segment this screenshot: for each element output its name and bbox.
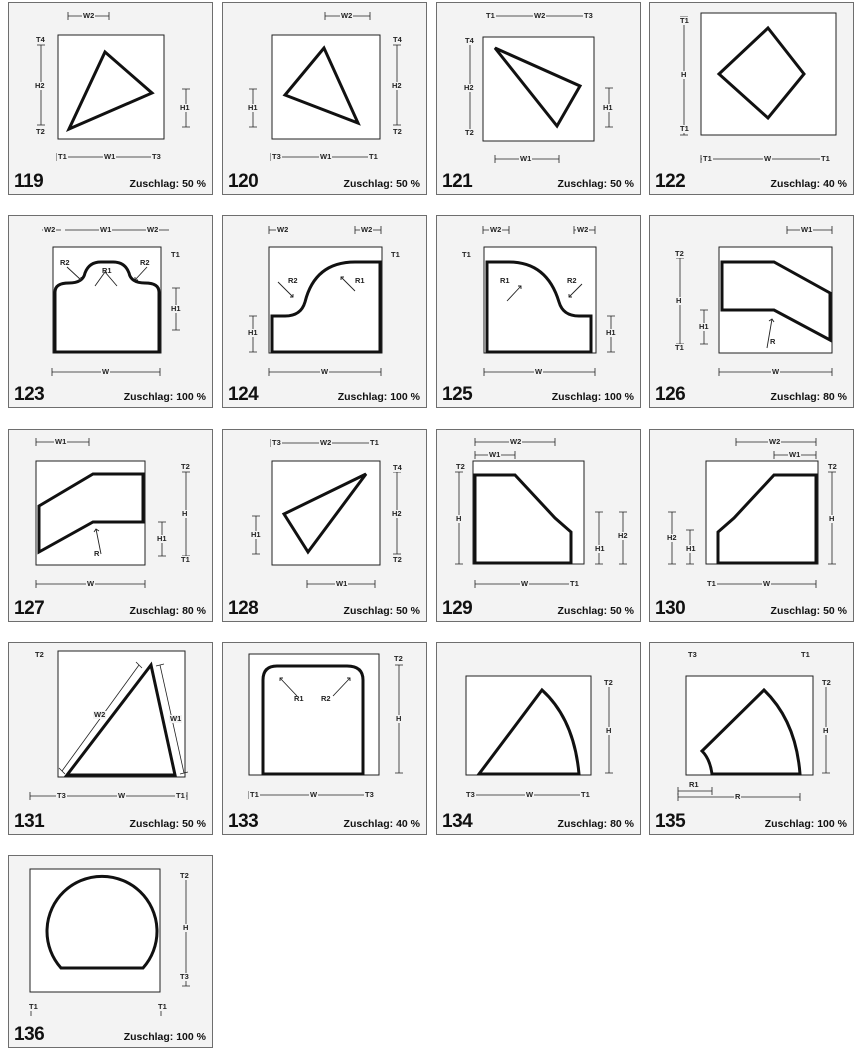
surcharge-text: Zuschlag: 40 %: [770, 178, 847, 190]
dim-label-h: H: [606, 726, 612, 735]
shape-card-134[interactable]: [436, 642, 641, 835]
shape-drawing-121: [437, 3, 642, 196]
shape-card-130[interactable]: [649, 429, 854, 622]
dim-label-h1: H1: [248, 328, 258, 337]
dim-label-t2: T2: [828, 462, 837, 471]
dim-label-t1: T1: [801, 650, 810, 659]
dim-label-t1: T1: [391, 250, 400, 259]
dim-label-w: W: [526, 790, 534, 799]
dim-label-h1: H1: [251, 530, 261, 539]
dim-label-w1: W1: [104, 152, 116, 161]
dim-label-r1: R1: [294, 694, 304, 703]
dim-label-h1: H1: [699, 322, 709, 331]
dim-label-t1: T1: [181, 555, 190, 564]
dim-label-h: H: [456, 514, 462, 523]
surcharge-text: Zuschlag: 100 %: [123, 1031, 206, 1043]
dim-label-h: H: [676, 296, 682, 305]
surcharge-text: Zuschlag: 50 %: [343, 178, 420, 190]
shape-drawing-120: [223, 3, 428, 196]
dim-label-t2: T2: [35, 650, 44, 659]
dim-label-t3: T3: [584, 11, 593, 20]
surcharge-text: Zuschlag: 100 %: [764, 818, 847, 830]
dim-label-h1: H1: [180, 103, 190, 112]
dim-label-w1: W1: [489, 450, 501, 459]
dim-label-w2: W2: [341, 11, 353, 20]
dim-label-t2: T2: [393, 555, 402, 564]
dim-label-t2: T2: [181, 462, 190, 471]
dim-label-h1: H1: [595, 544, 605, 553]
surcharge-text: Zuschlag: 80 %: [129, 605, 206, 617]
shape-number: 123: [14, 384, 45, 405]
dim-label-r: R: [94, 549, 100, 558]
dim-label-h: H: [396, 714, 402, 723]
dim-label-h2: H2: [35, 81, 45, 90]
dim-label-h2: H2: [464, 83, 474, 92]
dim-label-t1: T1: [370, 438, 379, 447]
dim-label-t4: T4: [393, 463, 402, 472]
dim-label-w2-right: W2: [147, 225, 159, 234]
surcharge-text: Zuschlag: 50 %: [343, 605, 420, 617]
dim-label-r2-right: R2: [140, 258, 150, 267]
dim-label-r1: R1: [689, 780, 699, 789]
shape-card-136[interactable]: [8, 855, 213, 1048]
dim-label-w1: W1: [336, 579, 348, 588]
shape-number: 135: [655, 811, 686, 832]
dim-label-h: H: [829, 514, 835, 523]
shape-card-122[interactable]: [649, 2, 854, 195]
surcharge-text: Zuschlag: 100 %: [551, 391, 634, 403]
dim-label-w2: W2: [320, 438, 332, 447]
dim-label-h2: H2: [392, 509, 402, 518]
shape-drawing-134: [437, 643, 642, 836]
dim-label-t1: T1: [675, 343, 684, 352]
dim-label-t2: T2: [394, 654, 403, 663]
surcharge-text: Zuschlag: 100 %: [337, 391, 420, 403]
dim-label-h2: H2: [618, 531, 628, 540]
dim-label-w1: W1: [170, 714, 182, 723]
surcharge-text: Zuschlag: 80 %: [770, 391, 847, 403]
dim-label-w: W: [310, 790, 318, 799]
dim-label-w2-left: W2: [277, 225, 289, 234]
dim-label-t1: T1: [171, 250, 180, 259]
dim-label-t1-right: T1: [158, 1002, 167, 1011]
dim-label-r: R: [770, 337, 776, 346]
dim-label-w: W: [772, 367, 780, 376]
dim-label-w: W: [321, 367, 329, 376]
dim-label-t1: T1: [250, 790, 259, 799]
dim-label-r2: R2: [567, 276, 577, 285]
dim-label-w: W: [521, 579, 529, 588]
dim-label-w: W: [87, 579, 95, 588]
shape-drawing-130: [650, 430, 855, 623]
dim-label-r: R: [735, 792, 741, 801]
shape-number: 134: [442, 811, 473, 832]
shape-drawing-125: [437, 216, 642, 409]
dim-label-h2: H2: [392, 81, 402, 90]
dim-label-t1-left: T1: [29, 1002, 38, 1011]
shape-number: 128: [228, 598, 259, 619]
shape-card-131[interactable]: [8, 642, 213, 835]
surcharge-text: Zuschlag: 50 %: [129, 818, 206, 830]
dim-label-t2: T2: [675, 249, 684, 258]
dim-label-t3: T3: [272, 438, 281, 447]
dim-label-w1: W1: [100, 225, 112, 234]
dim-label-h2: H2: [667, 533, 677, 542]
dim-label-t3: T3: [688, 650, 697, 659]
dim-label-t1-left: T1: [703, 154, 712, 163]
dim-label-t1: T1: [58, 152, 67, 161]
dim-label-w1: W1: [55, 437, 67, 446]
dim-label-t3: T3: [57, 791, 66, 800]
surcharge-text: Zuschlag: 50 %: [129, 178, 206, 190]
dim-label-w2-right: W2: [361, 225, 373, 234]
dim-label-t2: T2: [456, 462, 465, 471]
shape-number: 125: [442, 384, 473, 405]
dim-label-t3: T3: [180, 972, 189, 981]
shape-drawing-126: [650, 216, 855, 409]
shape-number: 129: [442, 598, 473, 619]
shape-card-124[interactable]: [222, 215, 427, 408]
shape-drawing-127: [9, 430, 214, 623]
dim-label-t2: T2: [393, 127, 402, 136]
dim-label-w: W: [763, 579, 771, 588]
shape-card-133[interactable]: [222, 642, 427, 835]
shape-drawing-122: [650, 3, 855, 196]
dim-label-t1-bottom: T1: [680, 124, 689, 133]
dim-label-t1-top: T1: [680, 16, 689, 25]
dim-label-r1: R1: [355, 276, 365, 285]
dim-label-h: H: [183, 923, 189, 932]
shape-drawing-133: [223, 643, 428, 836]
shape-number: 124: [228, 384, 259, 405]
dim-label-w: W: [535, 367, 543, 376]
shape-number: 121: [442, 171, 473, 192]
dim-label-w2-left: W2: [44, 225, 56, 234]
shape-drawing-128: [223, 430, 428, 623]
dim-label-h: H: [182, 509, 188, 518]
shape-drawing-123: [9, 216, 214, 409]
dim-label-t1: T1: [462, 250, 471, 259]
dim-label-t2: T2: [822, 678, 831, 687]
dim-label-t3: T3: [365, 790, 374, 799]
dim-label-r2: R2: [288, 276, 298, 285]
dim-label-r2: R2: [321, 694, 331, 703]
shape-number: 119: [14, 171, 44, 192]
shape-number: 120: [228, 171, 259, 192]
dim-label-t1-right: T1: [821, 154, 830, 163]
shape-card-128[interactable]: [222, 429, 427, 622]
dim-label-h1: H1: [171, 304, 181, 313]
shape-card-135[interactable]: [649, 642, 854, 835]
shape-drawing-135: [650, 643, 855, 836]
shape-number: 133: [228, 811, 259, 832]
surcharge-text: Zuschlag: 100 %: [123, 391, 206, 403]
dim-label-h1: H1: [686, 544, 696, 553]
shape-card-125[interactable]: [436, 215, 641, 408]
dim-label-r1: R1: [102, 266, 112, 275]
dim-label-w: W: [764, 154, 772, 163]
dim-label-t1: T1: [369, 152, 378, 161]
dim-label-h1: H1: [603, 103, 613, 112]
dim-label-w1: W1: [789, 450, 801, 459]
shape-number: 127: [14, 598, 45, 619]
shape-number: 130: [655, 598, 686, 619]
dim-label-w2: W2: [534, 11, 546, 20]
dim-label-t1: T1: [486, 11, 495, 20]
shape-drawing-129: [437, 430, 642, 623]
shape-card-120[interactable]: [222, 2, 427, 195]
shape-drawing-136: [9, 856, 214, 1049]
dim-label-r1: R1: [500, 276, 510, 285]
surcharge-text: Zuschlag: 50 %: [770, 605, 847, 617]
shape-card-129[interactable]: [436, 429, 641, 622]
dim-label-t3: T3: [152, 152, 161, 161]
dim-label-t3: T3: [272, 152, 281, 161]
shape-drawing-124: [223, 216, 428, 409]
dim-label-t1: T1: [570, 579, 579, 588]
surcharge-text: Zuschlag: 50 %: [557, 605, 634, 617]
surcharge-text: Zuschlag: 80 %: [557, 818, 634, 830]
dim-label-w: W: [118, 791, 126, 800]
dim-label-t2: T2: [604, 678, 613, 687]
dim-label-r2-left: R2: [60, 258, 70, 267]
dim-label-t4: T4: [393, 35, 402, 44]
dim-label-w2: W2: [94, 710, 106, 719]
dim-label-t2: T2: [180, 871, 189, 880]
surcharge-text: Zuschlag: 40 %: [343, 818, 420, 830]
dim-label-t2: T2: [465, 128, 474, 137]
dim-label-t3: T3: [466, 790, 475, 799]
shape-drawing-131: [9, 643, 214, 836]
shape-number: 122: [655, 171, 686, 192]
dim-label-w2-right: W2: [577, 225, 589, 234]
shape-number: 136: [14, 1024, 45, 1045]
dim-label-h1: H1: [248, 103, 258, 112]
shape-card-126[interactable]: [649, 215, 854, 408]
dim-label-w: W: [102, 367, 110, 376]
dim-label-w2: W2: [510, 437, 522, 446]
shape-drawing-119: [9, 3, 214, 196]
dim-label-w1: W1: [520, 154, 532, 163]
dim-label-t1: T1: [581, 790, 590, 799]
dim-label-h: H: [823, 726, 829, 735]
dim-label-h1: H1: [157, 534, 167, 543]
dim-label-t4: T4: [465, 36, 474, 45]
dim-label-w2: W2: [769, 437, 781, 446]
shape-card-121[interactable]: [436, 2, 641, 195]
dim-label-h: H: [681, 70, 687, 79]
dim-label-t2: T2: [36, 127, 45, 136]
dim-label-t1: T1: [176, 791, 185, 800]
shape-card-127[interactable]: [8, 429, 213, 622]
dim-label-w2: W2: [83, 11, 95, 20]
dim-label-w1: W1: [801, 225, 813, 234]
dim-label-w2-left: W2: [490, 225, 502, 234]
shape-card-123[interactable]: [8, 215, 213, 408]
shape-number: 126: [655, 384, 686, 405]
dim-label-t1: T1: [707, 579, 716, 588]
shape-number: 131: [14, 811, 45, 832]
dim-label-h1: H1: [606, 328, 616, 337]
surcharge-text: Zuschlag: 50 %: [557, 178, 634, 190]
dim-label-t4: T4: [36, 35, 45, 44]
dim-label-w1: W1: [320, 152, 332, 161]
shape-card-119[interactable]: [8, 2, 213, 195]
